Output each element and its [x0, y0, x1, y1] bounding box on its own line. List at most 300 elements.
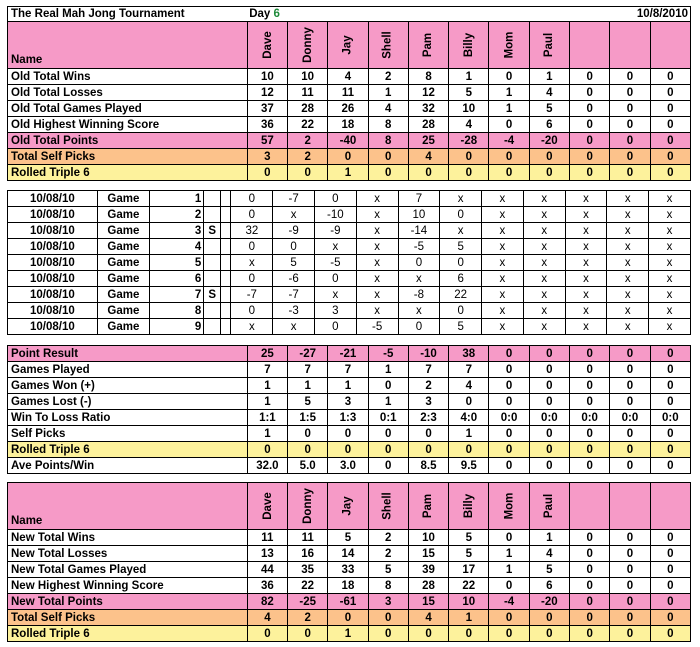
player-header — [449, 22, 489, 69]
stat-value: 57 — [247, 133, 287, 149]
result-value: 0 — [650, 442, 690, 458]
name-header: Name — [8, 483, 224, 530]
game-score: x — [482, 287, 524, 303]
spacer — [223, 378, 247, 394]
spacer — [223, 22, 247, 69]
self-pick-flag — [204, 319, 221, 335]
game-score: x — [482, 207, 524, 223]
stat-value: 1 — [489, 85, 529, 101]
stat-value: 13 — [247, 546, 287, 562]
player-name: Billy — [462, 32, 475, 58]
stat-value: 28 — [408, 117, 448, 133]
stat-row — [8, 149, 691, 165]
game-row — [8, 207, 691, 223]
stat-value: -25 — [288, 594, 328, 610]
result-value: 1:3 — [328, 410, 368, 426]
stat-value: 0 — [247, 626, 287, 642]
stat-value: 5 — [449, 546, 489, 562]
player-name: Pam — [422, 493, 435, 519]
game-score: 0 — [231, 303, 273, 319]
stat-value: 0 — [570, 562, 610, 578]
result-value: 0 — [529, 426, 569, 442]
game-score: x — [523, 255, 565, 271]
result-value: 0 — [570, 426, 610, 442]
game-date: 10/08/10 — [8, 319, 98, 335]
game-score: 5 — [440, 239, 482, 255]
stat-row — [8, 133, 691, 149]
stat-value: 0 — [650, 117, 690, 133]
stat-value: 32 — [408, 101, 448, 117]
game-score: x — [523, 319, 565, 335]
spacer — [223, 362, 247, 378]
row-label: New Total Losses — [8, 546, 224, 562]
stat-value: 0 — [529, 610, 569, 626]
game-score: x — [607, 287, 649, 303]
result-value: 0 — [489, 362, 529, 378]
game-score: x — [482, 239, 524, 255]
game-score: x — [607, 255, 649, 271]
stat-row — [8, 101, 691, 117]
stat-value: 4 — [328, 69, 368, 85]
games-table — [7, 190, 691, 335]
self-pick-flag: S — [204, 223, 221, 239]
result-value: 0 — [570, 442, 610, 458]
stat-value: 0 — [247, 165, 287, 181]
stat-value: 15 — [408, 546, 448, 562]
stat-value: 0 — [610, 562, 650, 578]
spacer — [223, 85, 247, 101]
row-label: New Total Wins — [8, 530, 224, 546]
stat-row — [8, 610, 691, 626]
result-value: 4:0 — [449, 410, 489, 426]
stat-value: 0 — [288, 626, 328, 642]
game-score: -6 — [273, 271, 315, 287]
result-value: 0 — [610, 378, 650, 394]
stat-value: 0 — [288, 165, 328, 181]
game-row — [8, 191, 691, 207]
game-score: 0 — [231, 271, 273, 287]
game-score: x — [523, 303, 565, 319]
result-value: 0 — [489, 458, 529, 474]
stat-value: 0 — [570, 546, 610, 562]
results-table — [7, 345, 691, 474]
stat-value: 1 — [328, 165, 368, 181]
result-value: 0 — [328, 426, 368, 442]
player-header — [247, 22, 287, 69]
row-label: Ave Points/Win — [8, 458, 224, 474]
stat-value: 0 — [650, 85, 690, 101]
spacer — [223, 394, 247, 410]
result-value: 7 — [247, 362, 287, 378]
game-score: x — [482, 191, 524, 207]
result-value: 0 — [368, 378, 408, 394]
stat-value: 0 — [570, 594, 610, 610]
stat-row — [8, 530, 691, 546]
result-value: 0 — [650, 346, 690, 362]
game-score: x — [607, 271, 649, 287]
stat-value: 10 — [288, 69, 328, 85]
result-value: 0 — [529, 458, 569, 474]
stat-value: 2 — [288, 149, 328, 165]
result-value: 1 — [328, 378, 368, 394]
stat-value: 0 — [610, 610, 650, 626]
result-value: 0:0 — [570, 410, 610, 426]
stat-value: 0 — [610, 133, 650, 149]
game-score: x — [356, 223, 398, 239]
game-score: x — [607, 223, 649, 239]
game-number: 7 — [150, 287, 204, 303]
stat-row — [8, 117, 691, 133]
game-label: Game — [97, 319, 149, 335]
player-header — [247, 483, 287, 530]
stat-value: 1 — [529, 69, 569, 85]
player-name: Shell — [382, 31, 395, 59]
game-score: x — [523, 271, 565, 287]
spacer — [223, 458, 247, 474]
game-score: x — [314, 239, 356, 255]
result-value: 0 — [529, 442, 569, 458]
stat-value: 2 — [288, 610, 328, 626]
result-value: 1:5 — [288, 410, 328, 426]
stat-value: 0 — [368, 626, 408, 642]
stat-row — [8, 85, 691, 101]
result-value: 0 — [288, 442, 328, 458]
stat-value: 0 — [610, 69, 650, 85]
day-cell — [247, 7, 408, 22]
result-value: 0 — [610, 394, 650, 410]
stat-value: 0 — [610, 85, 650, 101]
spacer — [223, 101, 247, 117]
game-date: 10/08/10 — [8, 255, 98, 271]
stat-value: 0 — [650, 626, 690, 642]
game-score: x — [649, 191, 691, 207]
player-name: Billy — [462, 493, 475, 519]
stat-value: 3 — [368, 594, 408, 610]
player-header — [288, 22, 328, 69]
spacer — [221, 223, 231, 239]
stat-value: 1 — [368, 85, 408, 101]
stat-value: 8 — [368, 133, 408, 149]
row-label: Win To Loss Ratio — [8, 410, 224, 426]
stat-value: 0 — [650, 546, 690, 562]
player-header — [529, 22, 569, 69]
spacer — [223, 594, 247, 610]
player-header — [449, 483, 489, 530]
stat-value: 36 — [247, 117, 287, 133]
game-score: -7 — [273, 287, 315, 303]
game-score: x — [649, 239, 691, 255]
stat-value: 14 — [328, 546, 368, 562]
result-value: 0:0 — [529, 410, 569, 426]
game-score: x — [565, 319, 607, 335]
spacer — [221, 239, 231, 255]
result-value: 0:0 — [489, 410, 529, 426]
game-label: Game — [97, 255, 149, 271]
result-value: 38 — [449, 346, 489, 362]
game-score: x — [356, 207, 398, 223]
page-title: The Real Mah Jong Tournament — [8, 7, 224, 22]
result-value: 0 — [489, 346, 529, 362]
game-score: x — [649, 287, 691, 303]
game-score: x — [482, 303, 524, 319]
stat-value: 0 — [449, 149, 489, 165]
stat-value: 37 — [247, 101, 287, 117]
game-score: 5 — [273, 255, 315, 271]
player-name: Pam — [422, 32, 435, 58]
stat-value: 39 — [408, 562, 448, 578]
game-score: x — [356, 303, 398, 319]
stat-value: 4 — [408, 149, 448, 165]
result-row — [8, 378, 691, 394]
row-label: Games Played — [8, 362, 224, 378]
game-score: x — [314, 287, 356, 303]
stat-value: 1 — [489, 101, 529, 117]
stat-value: 8 — [368, 117, 408, 133]
game-score: x — [231, 319, 273, 335]
game-score: x — [607, 303, 649, 319]
result-value: 0 — [529, 378, 569, 394]
result-value: 1 — [288, 378, 328, 394]
game-score: -7 — [273, 191, 315, 207]
old-totals-table — [7, 6, 691, 181]
stat-value: 4 — [529, 546, 569, 562]
game-number: 3 — [150, 223, 204, 239]
result-value: 1 — [247, 426, 287, 442]
game-score: x — [356, 255, 398, 271]
result-value: 2 — [408, 378, 448, 394]
stat-value: 0 — [489, 610, 529, 626]
stat-value: 4 — [449, 117, 489, 133]
stat-row — [8, 578, 691, 594]
stat-value: 0 — [570, 133, 610, 149]
stat-value: 0 — [610, 101, 650, 117]
spacer — [221, 303, 231, 319]
stat-value: 0 — [610, 117, 650, 133]
player-header — [650, 483, 690, 530]
row-label: Old Total Points — [8, 133, 224, 149]
game-score: x — [482, 223, 524, 239]
game-row — [8, 303, 691, 319]
spacer — [223, 7, 247, 22]
stat-value: 0 — [368, 165, 408, 181]
spacer — [221, 271, 231, 287]
result-value: 0 — [570, 378, 610, 394]
game-score: x — [565, 255, 607, 271]
stat-value: 0 — [489, 117, 529, 133]
result-value: 0 — [610, 346, 650, 362]
stat-value: 11 — [288, 530, 328, 546]
game-score: 0 — [314, 191, 356, 207]
stat-value: 0 — [650, 530, 690, 546]
result-value: 0 — [650, 378, 690, 394]
stat-value: 0 — [650, 133, 690, 149]
game-score: 0 — [231, 207, 273, 223]
result-value: 0 — [368, 458, 408, 474]
stat-value: 6 — [529, 117, 569, 133]
stat-value: 4 — [247, 610, 287, 626]
game-score: x — [565, 239, 607, 255]
stat-value: 0 — [328, 610, 368, 626]
stat-row — [8, 594, 691, 610]
blank — [408, 7, 569, 22]
stat-row — [8, 562, 691, 578]
stat-value: 22 — [449, 578, 489, 594]
game-label: Game — [97, 271, 149, 287]
stat-value: 28 — [408, 578, 448, 594]
stat-value: -28 — [449, 133, 489, 149]
game-score: x — [607, 207, 649, 223]
player-header — [328, 22, 368, 69]
result-value: -27 — [288, 346, 328, 362]
result-value: 1 — [449, 426, 489, 442]
player-name: Dave — [261, 31, 274, 59]
player-name: Shell — [382, 492, 395, 520]
player-name: Mom — [503, 492, 516, 520]
result-value: 1 — [368, 362, 408, 378]
stat-value: 1 — [449, 610, 489, 626]
game-score: 0 — [314, 319, 356, 335]
game-score: x — [273, 207, 315, 223]
result-value: 0:1 — [368, 410, 408, 426]
stat-value: -40 — [328, 133, 368, 149]
stat-value: 10 — [247, 69, 287, 85]
stat-value: 11 — [288, 85, 328, 101]
game-date: 10/08/10 — [8, 223, 98, 239]
stat-value: 0 — [650, 594, 690, 610]
game-score: x — [523, 287, 565, 303]
row-label: New Total Games Played — [8, 562, 224, 578]
stat-value: 36 — [247, 578, 287, 594]
stat-value: 0 — [489, 626, 529, 642]
stat-value: 33 — [328, 562, 368, 578]
self-pick-flag — [204, 255, 221, 271]
game-number: 4 — [150, 239, 204, 255]
game-score: x — [482, 271, 524, 287]
date-label: 10/8/2010 — [570, 7, 691, 22]
stat-value: 5 — [449, 85, 489, 101]
result-value: 8.5 — [408, 458, 448, 474]
spacer — [223, 165, 247, 181]
stat-value: 12 — [408, 85, 448, 101]
stat-value: 4 — [408, 610, 448, 626]
player-name: Paul — [543, 32, 556, 58]
game-score: x — [523, 223, 565, 239]
stat-value: 0 — [489, 578, 529, 594]
player-header — [288, 483, 328, 530]
game-score: x — [482, 255, 524, 271]
stat-value: 11 — [328, 85, 368, 101]
result-value: 0 — [529, 394, 569, 410]
game-score: x — [565, 287, 607, 303]
spacer — [221, 287, 231, 303]
game-score: x — [356, 287, 398, 303]
result-value: 0 — [529, 362, 569, 378]
stat-value: 16 — [288, 546, 328, 562]
game-score: x — [649, 303, 691, 319]
game-score: 3 — [314, 303, 356, 319]
row-label: Old Highest Winning Score — [8, 117, 224, 133]
stat-value: 0 — [489, 149, 529, 165]
game-label: Game — [97, 191, 149, 207]
game-score: 0 — [440, 303, 482, 319]
stat-value: 18 — [328, 578, 368, 594]
stat-value: 0 — [610, 626, 650, 642]
spacer — [223, 410, 247, 426]
game-score: x — [398, 303, 440, 319]
stat-value: 2 — [368, 530, 408, 546]
player-name: Mom — [503, 31, 516, 59]
game-row — [8, 271, 691, 287]
result-value: 7 — [449, 362, 489, 378]
stat-value: 0 — [570, 610, 610, 626]
stat-value: 6 — [529, 578, 569, 594]
result-value: 0 — [449, 442, 489, 458]
result-value: 0 — [247, 442, 287, 458]
stat-value: 0 — [570, 69, 610, 85]
game-score: -14 — [398, 223, 440, 239]
stat-value: 0 — [449, 165, 489, 181]
result-value: 0 — [610, 442, 650, 458]
game-date: 10/08/10 — [8, 271, 98, 287]
stat-value: -4 — [489, 594, 529, 610]
stat-value: 0 — [449, 626, 489, 642]
result-value: 0 — [570, 394, 610, 410]
stat-value: 1 — [449, 69, 489, 85]
result-value: 0 — [489, 378, 529, 394]
game-score: x — [607, 191, 649, 207]
result-value: 0 — [489, 394, 529, 410]
result-value: 0 — [610, 362, 650, 378]
game-label: Game — [97, 239, 149, 255]
game-score: -7 — [231, 287, 273, 303]
game-number: 5 — [150, 255, 204, 271]
result-value: 5 — [288, 394, 328, 410]
game-row — [8, 239, 691, 255]
result-value: 0 — [650, 394, 690, 410]
game-score: -5 — [356, 319, 398, 335]
player-name: Jay — [341, 35, 354, 55]
stat-value: 0 — [368, 149, 408, 165]
game-score: -9 — [314, 223, 356, 239]
stat-value: 1 — [489, 562, 529, 578]
result-value: 25 — [247, 346, 287, 362]
result-value: 1 — [247, 378, 287, 394]
game-row — [8, 287, 691, 303]
player-header — [489, 483, 529, 530]
stat-value: 10 — [449, 594, 489, 610]
game-date: 10/08/10 — [8, 239, 98, 255]
stat-value: 0 — [570, 101, 610, 117]
player-header — [570, 22, 610, 69]
stat-value: -20 — [529, 133, 569, 149]
game-number: 8 — [150, 303, 204, 319]
stat-value: 44 — [247, 562, 287, 578]
new-totals-table — [7, 482, 691, 642]
player-header-row — [8, 483, 691, 530]
game-score: -3 — [273, 303, 315, 319]
result-value: 0 — [570, 346, 610, 362]
result-value: 1:1 — [247, 410, 287, 426]
stat-value: 0 — [368, 610, 408, 626]
row-label: Games Lost (-) — [8, 394, 224, 410]
player-name: Donny — [301, 488, 314, 524]
stat-value: 18 — [328, 117, 368, 133]
game-score: -9 — [273, 223, 315, 239]
title-row — [8, 7, 691, 22]
player-name: Dave — [261, 492, 274, 520]
result-value: 7 — [408, 362, 448, 378]
player-name: Paul — [543, 493, 556, 519]
